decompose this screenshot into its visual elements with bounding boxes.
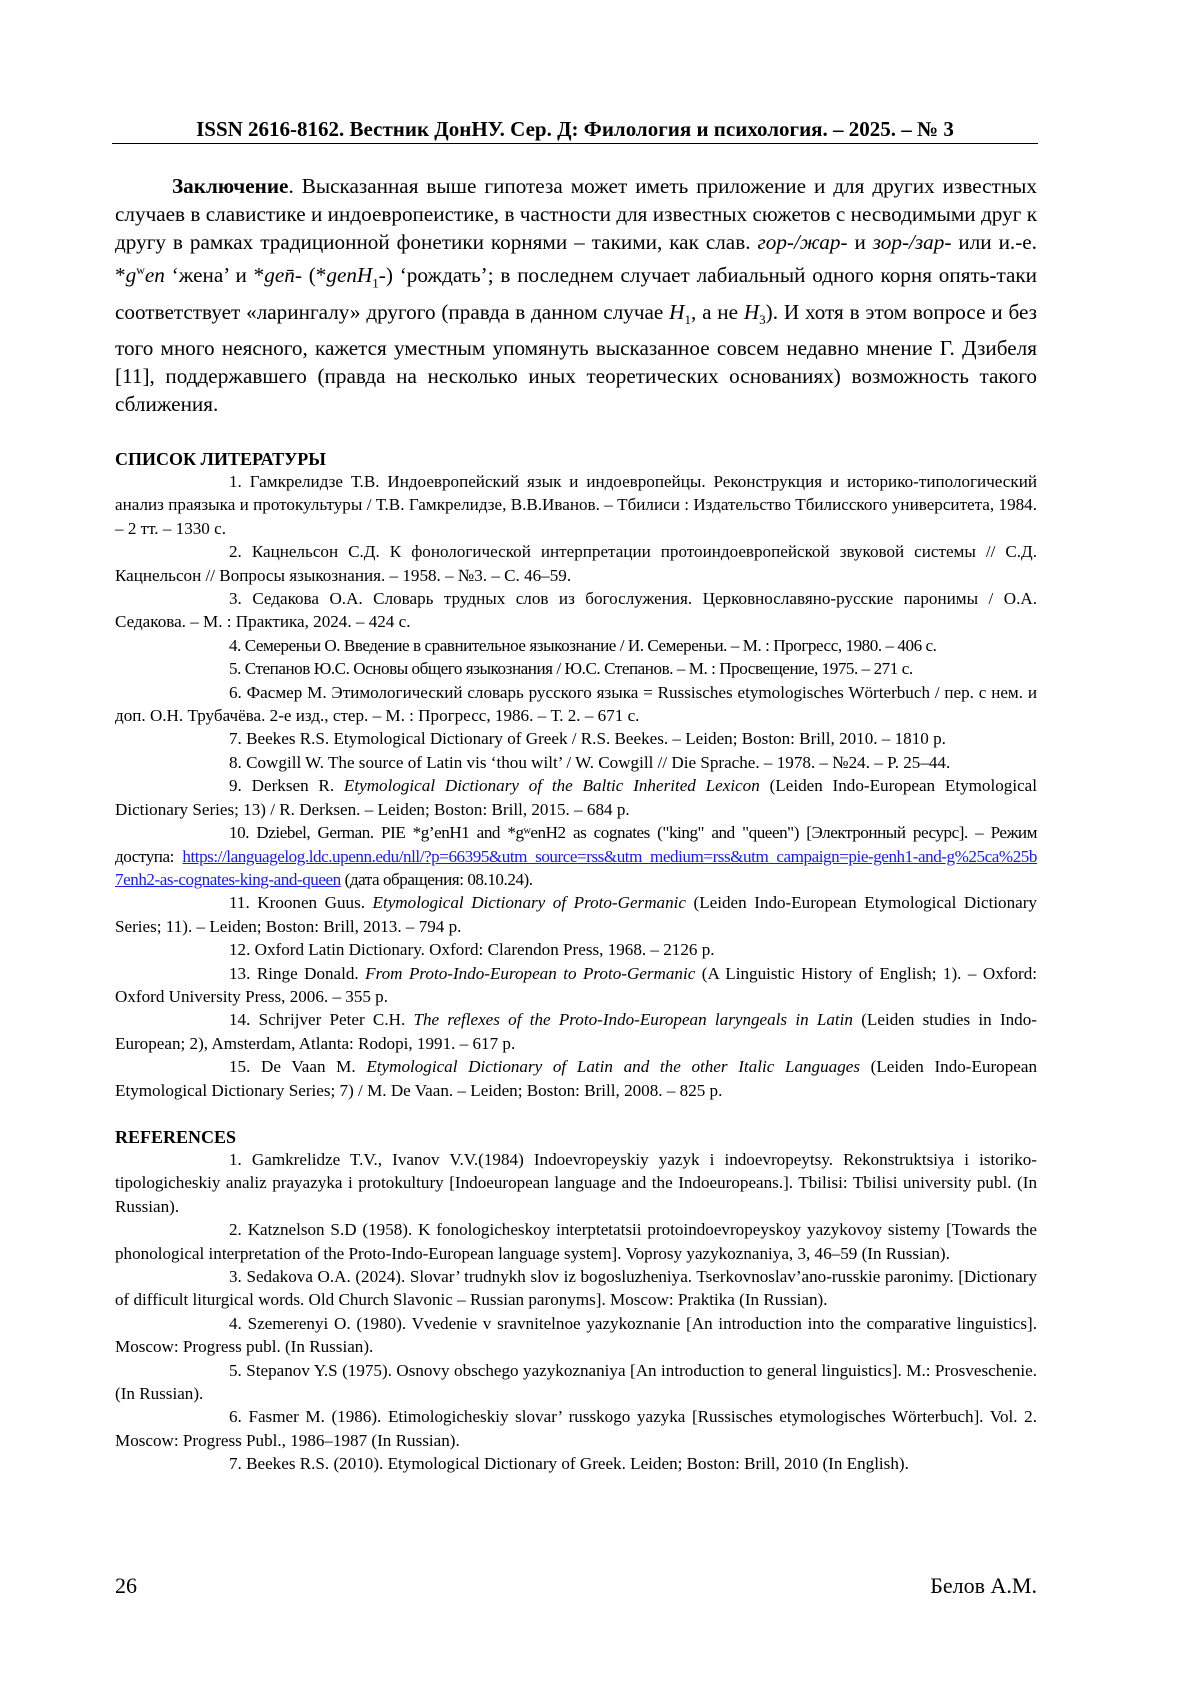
bibliography-list [115,470,1037,1102]
reference-link[interactable]: https://languagelog.ldc.upenn.edu/nll/?p=66395&utm_source=rss&utm_medium=rss&utm_campaign=pie-genh1-and-g%25ca%25b7enh2-as-cognates-king-and-queen [115,846,1037,889]
bib-item: 2. Кацнельсон С.Д. К фонологической интерпретации протоиндоевропейской звуковой системы // С.Д. Кацнельсон // Вопросы языкознания. – 1958. – №3. – С. 46–59. [115,542,1037,585]
reference-item: 2. Katznelson S.D (1958). K fonologicheskoy interptetatsii protoindoevropeyskoy yazykovoy sistemy [Towards the phonological interpretation of the Proto-Indo-European language system]. Voprosy yazykoznaniya, 3, 46–59 (In Russian). [115,1220,1038,1263]
reference-item: 3. Sedakova O.A. (2024). Slovar’ trudnykh slov iz bogosluzheniya. Tserkovnoslav’ano-russkie paronimy. [Dictionary of difficult liturgical words. Old Church Slavonic – Russian paronyms]. Moscow: Praktika (In Russian). [115,1267,1038,1310]
bib-item: 3. Седакова О.А. Словарь трудных слов из богослужения. Церковнославяно-русские паронимы / О.А. Седакова. – М. : Практика, 2024. – 424 с. [115,589,1037,632]
reference-item: 1. Gamkrelidze T.V., Ivanov V.V.(1984) Indoevropeyskiy yazyk i indoevropeytsy. Rekonstruktsiya i istoriko-tipologicheskiy analiz prayazyka i protokultury [Indoeuropean language and the Indoeuropeans.]. Tbilisi: Tbilisi university publ. (In Russian). [115,1150,1037,1216]
reference-item: 5. Stepanov Y.S (1975). Osnovy obschego yazykoznaniya [An introduction to general linguistics]. M.: Prosveschenie. (In Russian). [115,1360,1037,1404]
page-number: 26 [115,1573,137,1598]
conclusion-paragraph: Заключение. Высказанная выше гипотеза может иметь приложение и для других известных случаев в славистике и индоевропеистике, в частности для известных сюжетов с несводимыми друг к другу в рамках традиционной фонетики корнями – такими, как слав. гор-/жар- и зор-/зар- или и.-е. $*g^wen$ ‘жена’ и *gen̄- (*genH$_1$-) ‘рождать’; в последнем случает лабиальный одного корня опять-таки соответствует «ларингалу» другого (правда в данном случае $H_1$, а не $H_3$). И хотя в этом вопросе и без того много неясного, кажется уместным упомянуть высказанное совсем недавно мнение Г. Дзибеля [11], поддержавшего (правда на несколько иных теоретических основаниях) возможность такого сближения. [115,174,1038,417]
reference-item: 6. Fasmer M. (1986). Etimologicheskiy slovar’ russkogo yazyka [Russisches etymologisches Wörterbuch]. Vol. 2. Moscow: Progress Publ., 1986–1987 (In Russian). [115,1407,1037,1450]
bib-item: 14. Schrijver Peter C.H. The reflexes of the Proto-Indo-European laryngeals in Latin (Leiden studies in Indo-European; 2), Amsterdam, Atlanta: Rodopi, 1991. – 617 p. [115,1010,1037,1053]
bib-item: 5. Степанов Ю.С. Основы общего языкознания / Ю.С. Степанов. – М. : Просвещение, 1975. – 271 с. [229,659,913,679]
bib-item: 10. Dziebel, German. PIE *g’enH1 and *gʷenH2 as cognates ("king" and "queen") [Электронный ресурс]. – Режим доступа: https://languagelog.ldc.upenn.edu/nll/?p=66395&utm_source=rss&utm_medium=rss&utm_campaign=pie-genh1-and-g%25ca%25b7enh2-as-cognates-king-and-queen (дата обращения: 08.10.24). [115,823,1037,889]
bib-item: 7. Beekes R.S. Etymological Dictionary of Greek / R.S. Beekes. – Leiden; Boston: Brill, 2010. – 1810 p. [229,729,946,749]
running-header: ISSN 2616-8162. Вестник ДонНУ. Сер. Д: Филология и психология. – 2025. – № 3 [112,116,1038,144]
author-name: Белов А.М. [930,1573,1037,1598]
bib-item: 1. Гамкрелидзе Т.В. Индоевропейский язык и индоевропейцы. Реконструкция и историко-типологический анализ праязыка и протокультуры / Т.В. Гамкрелидзе, В.В.Иванов. – Тбилиси : Издательство Тбилисского университета, 1984. – 2 тт. – 1330 с. [115,472,1037,538]
reference-item: 7. Beekes R.S. (2010). Etymological Dictionary of Greek. Leiden; Boston: Brill, 2010 (In English). [229,1454,909,1474]
bib-item: 12. Oxford Latin Dictionary. Oxford: Clarendon Press, 1968. – 2126 p. [229,940,715,960]
bibliography-title: СПИСОК ЛИТЕРАТУРЫ [115,449,326,469]
references-list [115,1148,1037,1476]
conclusion-heading: Заключение [172,174,289,198]
bib-item: 11. Kroonen Guus. Etymological Dictionary of Proto-Germanic (Leiden Indo-European Etymological Dictionary Series; 11). – Leiden; Boston: Brill, 2013. – 794 p. [115,893,1037,936]
bib-item: 13. Ringe Donald. From Proto-Indo-European to Proto-Germanic (A Linguistic History of English; 1). – Oxford: Oxford University Press, 2006. – 355 p. [115,963,1037,1006]
bib-item: 4. Семереньи О. Введение в сравнительное языкознание / И. Семереньи. – М. : Прогресс, 1980. – 406 с. [229,635,937,655]
reference-item: 4. Szemerenyi O. (1980). Vvedenie v sravnitelnoe yazykoznanie [An introduction into the comparative linguistics]. Moscow: Progress publ. (In Russian). [115,1313,1037,1357]
conclusion-section [115,172,1037,418]
bib-item: 9. Derksen R. Etymological Dictionary of the Baltic Inherited Lexicon (Leiden Indo-European Etymological Dictionary Series; 13) / R. Derksen. – Leiden; Boston: Brill, 2015. – 684 p. [115,776,1037,819]
bib-item: 8. Cowgill W. The source of Latin vis ‘thou wilt’ / W. Cowgill // Die Sprache. – 1978. – №24. – P. 25–44. [229,752,951,772]
bib-item: 6. Фасмер М. Этимологический словарь русского языка = Russisches etymologisches Wörterbuch / пер. с нем. и доп. О.Н. Трубачёва. 2-е изд., стер. – М. : Прогресс, 1986. – Т. 2. – 671 с. [115,682,1038,726]
bib-item: 15. De Vaan M. Etymological Dictionary of Latin and the other Italic Languages (Leiden Indo-European Etymological Dictionary Series; 7) / M. De Vaan. – Leiden; Boston: Brill, 2008. – 825 p. [115,1057,1037,1100]
references-title: REFERENCES [115,1127,237,1147]
